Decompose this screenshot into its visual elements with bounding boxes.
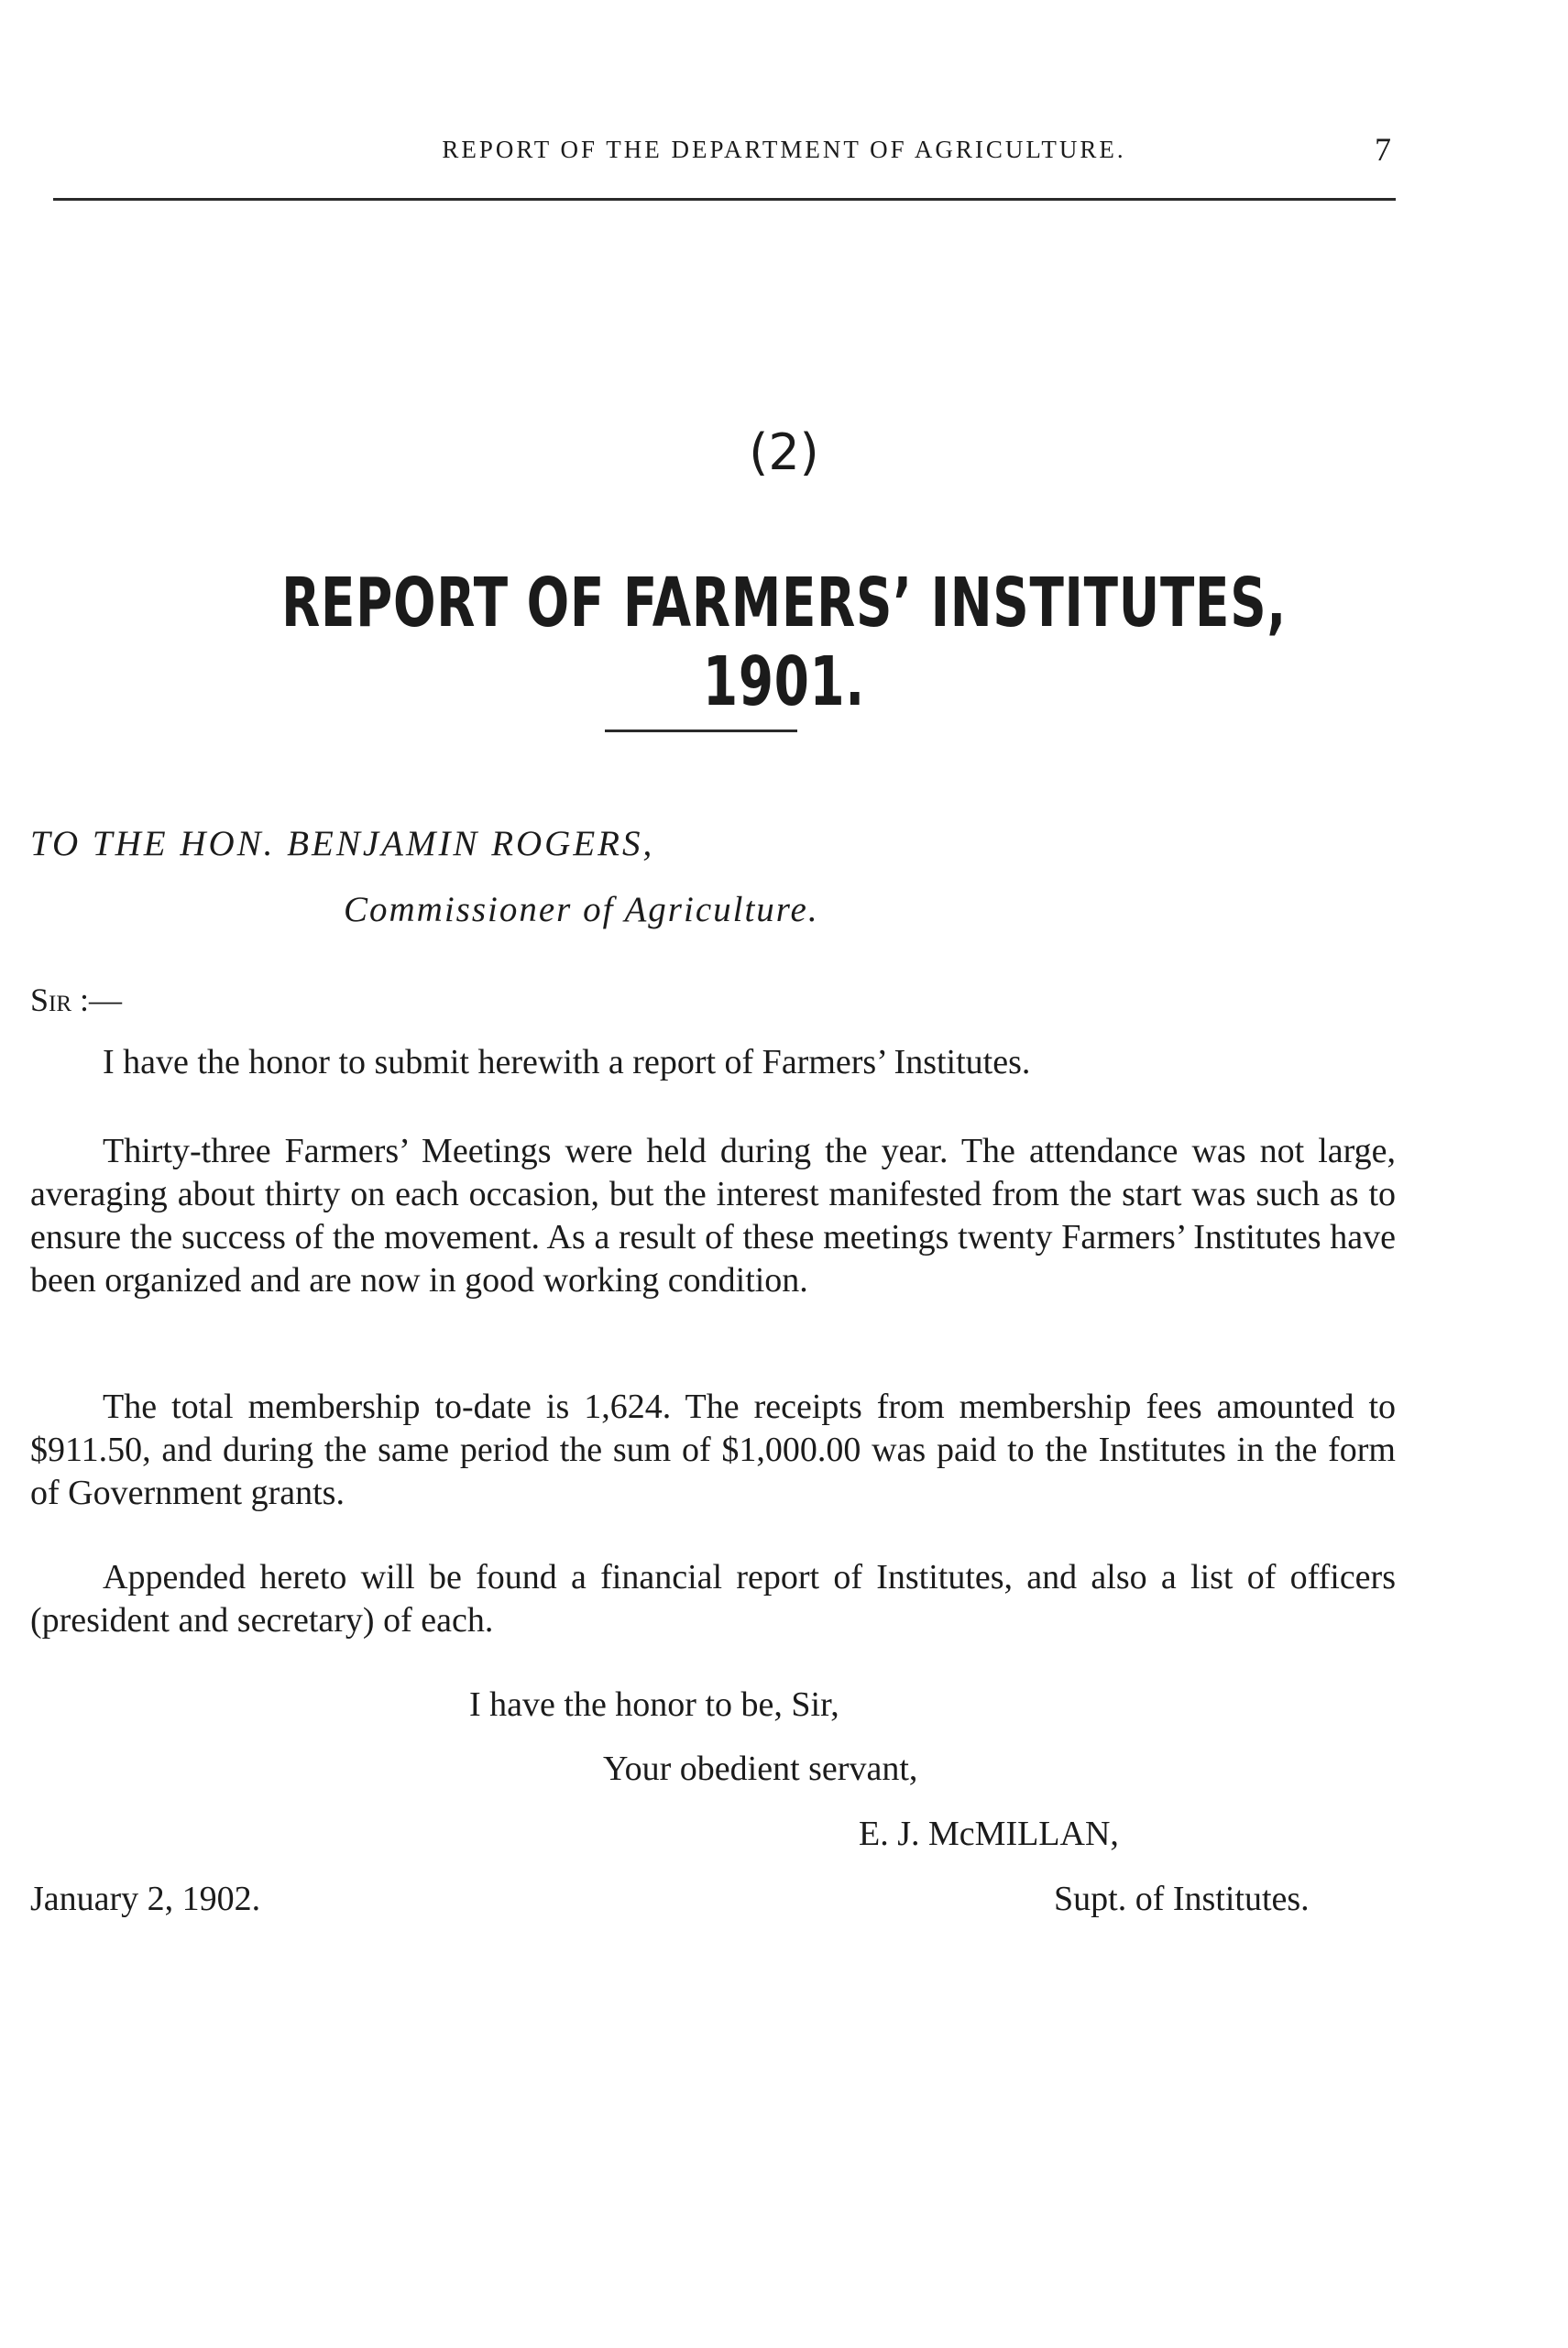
paragraph-membership: The total membership to-date is 1,624. The receipts from membership fees amounted to $911.50, and during the same period the sum of $1,000.00 was paid to the Institutes in the form of Government grants. [30,1388,1396,1512]
addressee-title: Commissioner of Agriculture. [344,890,819,929]
title-rule [605,730,797,732]
signer-title: Supt. of Institutes. [1054,1880,1310,1918]
addressee: TO THE HON. BENJAMIN ROGERS, [30,824,655,863]
paragraph-meetings: Thirty-three Farmers’ Meetings were held during the year. The attendance was not large, averaging about thirty on each occasion, but the interest manifested from the start was such as to ensure the success of the movement. As a result of these meetings twenty Farmers’ Institutes have been organized and are now in good working condition. [30,1132,1396,1300]
running-head: REPORT OF THE DEPARTMENT OF AGRICULTURE. [442,136,1126,163]
signer-name: E. J. McMILLAN, [859,1815,1119,1853]
paragraph-appendix: Appended hereto will be found a financial report of Institutes, and also a list of officers (president and secretary) of each. [30,1558,1396,1640]
page-number: 7 [1375,131,1391,168]
header-rule [53,198,1396,201]
closing-line: I have the honor to be, Sir, [469,1685,839,1724]
paragraph-submission: I have the honor to submit herewith a report of Farmers’ Institutes. [103,1043,1031,1081]
section-number: (2) [749,423,819,481]
letter-date: January 2, 1902. [30,1880,261,1918]
salutation: Sir :— [30,982,123,1018]
report-title: REPORT OF FARMERS’ INSTITUTES, 1901. [281,564,1287,721]
closing-servant: Your obedient servant, [603,1750,918,1788]
